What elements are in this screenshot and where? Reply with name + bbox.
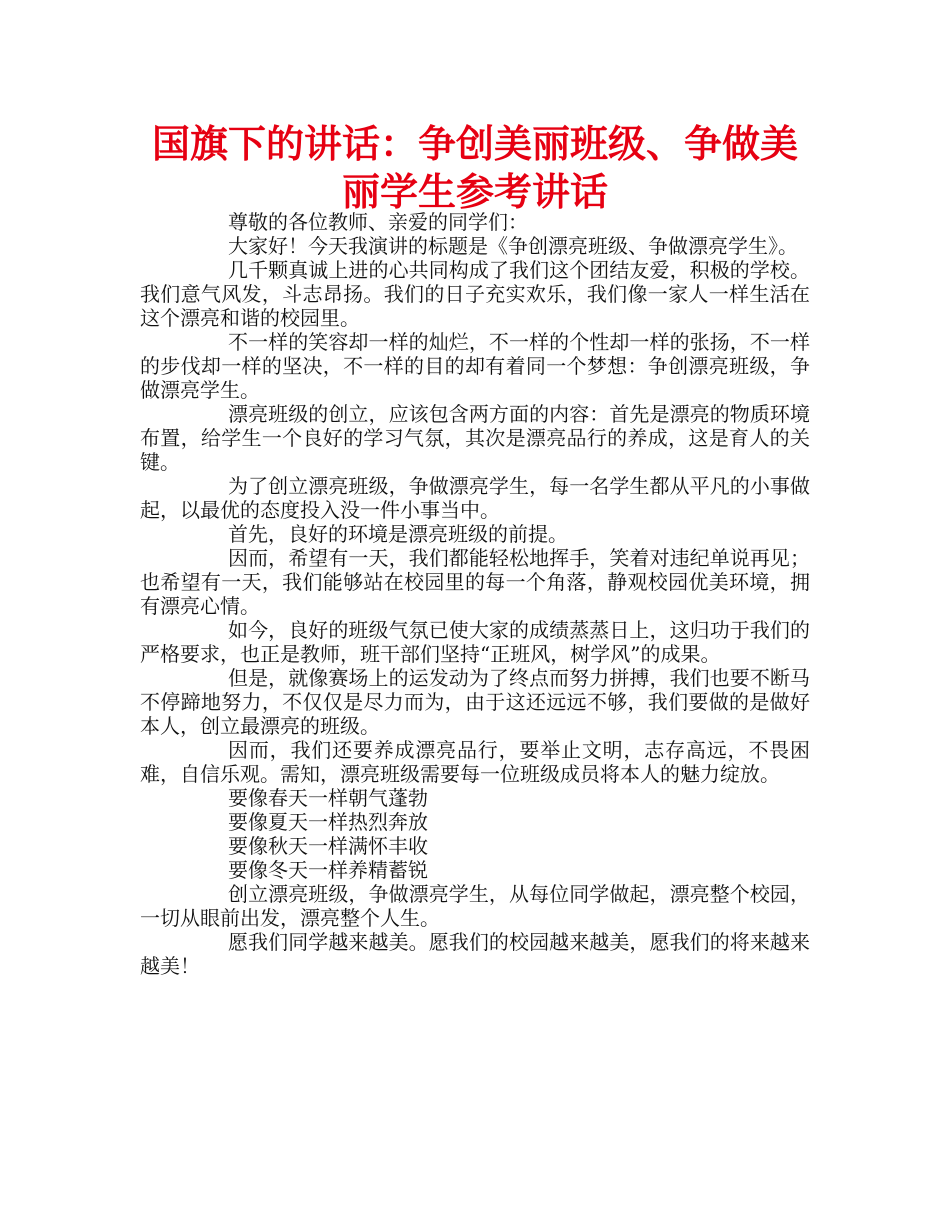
verse-line: 要像春天一样朝气蓬勃 bbox=[228, 786, 428, 810]
paragraph: 但是，就像赛场上的运发动为了终点而努力拼搏，我们也要不断马不停蹄地努力，不仅仅是尽力而为，由于这还远远不够，我们要做的是做好本人，创立最漂亮的班级。 bbox=[140, 666, 810, 738]
paragraph: 为了创立漂亮班级，争做漂亮学生，每一名学生都从平凡的小事做起，以最优的态度投入没一件小事当中。 bbox=[140, 474, 810, 522]
paragraph: 如今，良好的班级气氛已使大家的成绩蒸蒸日上，这归功于我们的严格要求，也正是教师，班干部们坚持“正班风，树学风”的成果。 bbox=[140, 618, 810, 666]
paragraph: 因而，我们还要养成漂亮品行，要举止文明，志存高远，不畏困难，自信乐观。需知，漂亮班级需要每一位班级成员将本人的魅力绽放。 bbox=[140, 738, 810, 786]
paragraph-greeting: 大家好！今天我演讲的标题是《争创漂亮班级、争做漂亮学生》。 bbox=[228, 234, 798, 258]
paragraph: 创立漂亮班级，争做漂亮学生，从每位同学做起，漂亮整个校园，一切从眼前出发，漂亮整个人生。 bbox=[140, 882, 810, 930]
paragraph: 几千颗真诚上进的心共同构成了我们这个团结友爱，积极的学校。我们意气风发，斗志昂扬。我们的日子充实欢乐，我们像一家人一样生活在这个漂亮和谐的校园里。 bbox=[140, 258, 810, 330]
document-title: 国旗下的讲话：争创美丽班级、争做美丽学生参考讲话 bbox=[151, 122, 798, 214]
verse-line: 要像秋天一样满怀丰收 bbox=[228, 834, 428, 858]
paragraph: 因而，希望有一天，我们都能轻松地挥手，笑着对违纪单说再见；也希望有一天，我们能够站在校园里的每一个角落，静观校园优美环境，拥有漂亮心情。 bbox=[140, 546, 810, 618]
paragraph: 首先，良好的环境是漂亮班级的前提。 bbox=[228, 522, 568, 546]
paragraph-closing: 愿我们同学越来越美。愿我们的校园越来越美，愿我们的将来越来越美！ bbox=[140, 930, 810, 978]
document-body bbox=[140, 210, 810, 978]
paragraph: 漂亮班级的创立，应该包含两方面的内容：首先是漂亮的物质环境布置，给学生一个良好的学习气氛，其次是漂亮品行的养成，这是育人的关键。 bbox=[140, 402, 810, 474]
verse-line: 要像夏天一样热烈奔放 bbox=[228, 810, 428, 834]
paragraph-salutation: 尊敬的各位教师、亲爱的同学们： bbox=[228, 210, 528, 234]
verse-line: 要像冬天一样养精蓄锐 bbox=[228, 858, 428, 882]
paragraph: 不一样的笑容却一样的灿烂，不一样的个性却一样的张扬，不一样的步伐却一样的坚决，不一样的目的却有着同一个梦想：争创漂亮班级，争做漂亮学生。 bbox=[140, 330, 810, 402]
